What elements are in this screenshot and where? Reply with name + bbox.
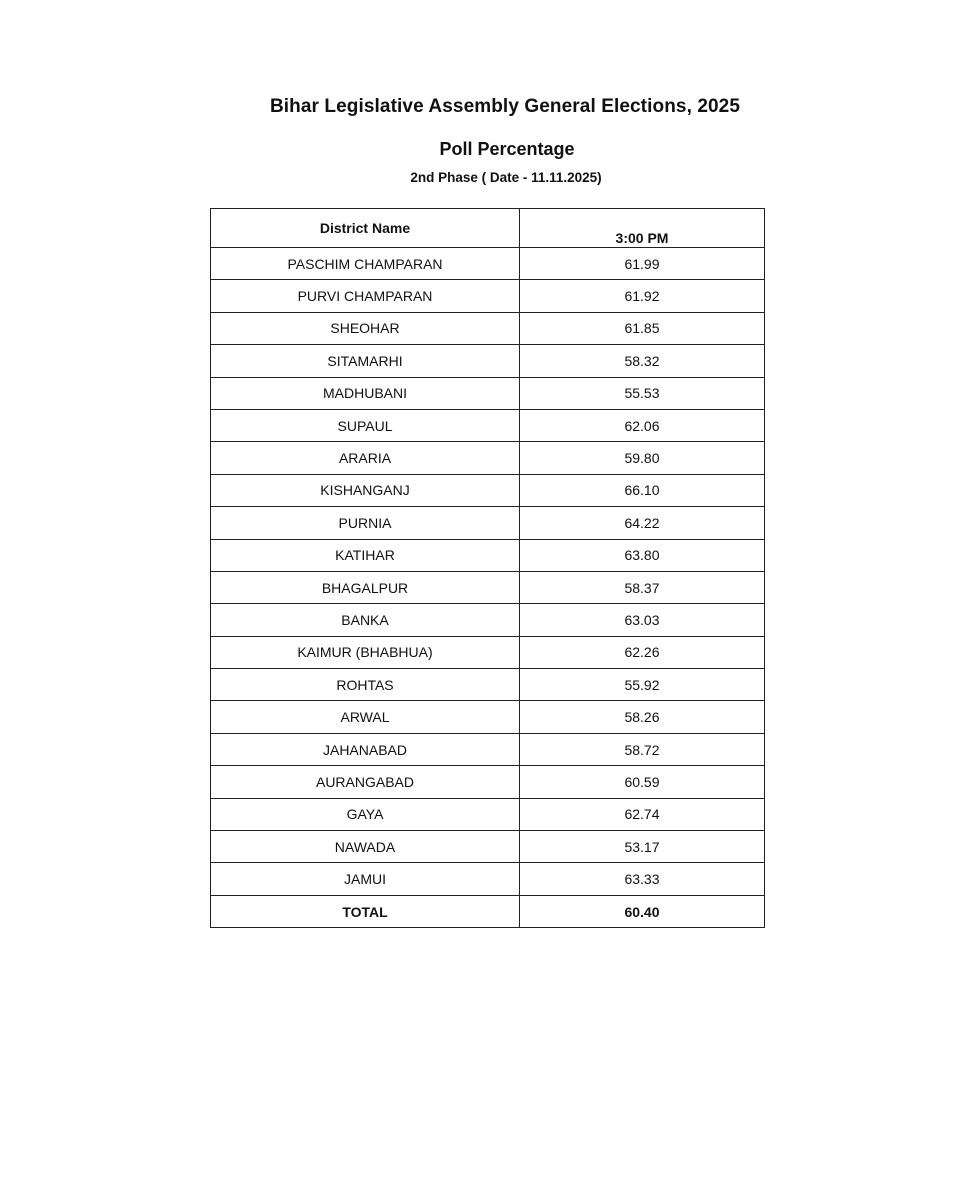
table-row bbox=[211, 442, 765, 474]
table-row bbox=[211, 798, 765, 830]
district-name-cell: MADHUBANI bbox=[211, 377, 520, 409]
poll-percentage-cell: 63.03 bbox=[520, 604, 765, 636]
district-name-cell: JAHANABAD bbox=[211, 733, 520, 765]
poll-percentage-cell: 60.59 bbox=[520, 766, 765, 798]
poll-percentage-cell: 64.22 bbox=[520, 507, 765, 539]
table-row bbox=[211, 701, 765, 733]
table-row bbox=[211, 863, 765, 895]
table-row bbox=[211, 831, 765, 863]
poll-percentage-cell: 58.26 bbox=[520, 701, 765, 733]
table-row bbox=[211, 604, 765, 636]
district-name-cell: PURNIA bbox=[211, 507, 520, 539]
poll-percentage-cell: 62.06 bbox=[520, 409, 765, 441]
phase-date-line: 2nd Phase ( Date - 11.11.2025) bbox=[410, 170, 602, 185]
table-row bbox=[211, 766, 765, 798]
poll-percentage-cell: 58.72 bbox=[520, 733, 765, 765]
total-row bbox=[211, 895, 765, 927]
district-name-cell: KATIHAR bbox=[211, 539, 520, 571]
district-name-cell: SITAMARHI bbox=[211, 345, 520, 377]
district-name-cell: ROHTAS bbox=[211, 669, 520, 701]
table-row bbox=[211, 345, 765, 377]
column-header-district: District Name bbox=[211, 209, 520, 248]
district-name-cell: PURVI CHAMPARAN bbox=[211, 280, 520, 312]
district-name-cell: GAYA bbox=[211, 798, 520, 830]
table-row bbox=[211, 669, 765, 701]
poll-percentage-cell: 58.32 bbox=[520, 345, 765, 377]
poll-percentage-cell: 63.80 bbox=[520, 539, 765, 571]
table-row bbox=[211, 636, 765, 668]
district-name-cell: ARARIA bbox=[211, 442, 520, 474]
total-value-cell: 60.40 bbox=[520, 895, 765, 927]
poll-percentage-cell: 62.26 bbox=[520, 636, 765, 668]
district-name-cell: BANKA bbox=[211, 604, 520, 636]
table-row bbox=[211, 474, 765, 506]
table-row bbox=[211, 409, 765, 441]
poll-percentage-cell: 55.53 bbox=[520, 377, 765, 409]
poll-percentage-cell: 58.37 bbox=[520, 571, 765, 603]
district-name-cell: AURANGABAD bbox=[211, 766, 520, 798]
poll-percentage-cell: 59.80 bbox=[520, 442, 765, 474]
poll-percentage-cell: 55.92 bbox=[520, 669, 765, 701]
district-name-cell: SHEOHAR bbox=[211, 312, 520, 344]
poll-percentage-cell: 53.17 bbox=[520, 831, 765, 863]
table-row bbox=[211, 733, 765, 765]
poll-percentage-cell: 61.92 bbox=[520, 280, 765, 312]
district-name-cell: BHAGALPUR bbox=[211, 571, 520, 603]
column-header-time: 3:00 PM bbox=[520, 209, 765, 248]
district-name-cell: NAWADA bbox=[211, 831, 520, 863]
district-name-cell: KISHANGANJ bbox=[211, 474, 520, 506]
district-name-cell: JAMUI bbox=[211, 863, 520, 895]
table-row bbox=[211, 507, 765, 539]
table-row bbox=[211, 312, 765, 344]
district-name-cell: KAIMUR (BHABHUA) bbox=[211, 636, 520, 668]
document-subtitle: Poll Percentage bbox=[439, 139, 575, 159]
district-name-cell: PASCHIM CHAMPARAN bbox=[211, 248, 520, 280]
poll-percentage-cell: 63.33 bbox=[520, 863, 765, 895]
table-header-row bbox=[211, 209, 765, 248]
poll-percentage-cell: 66.10 bbox=[520, 474, 765, 506]
poll-percentage-cell: 61.99 bbox=[520, 248, 765, 280]
table-row bbox=[211, 377, 765, 409]
document-title: Bihar Legislative Assembly General Elections, 2025 bbox=[269, 96, 740, 117]
table-body bbox=[211, 248, 765, 928]
table-row bbox=[211, 280, 765, 312]
total-label-cell: TOTAL bbox=[211, 895, 520, 927]
poll-percentage-cell: 62.74 bbox=[520, 798, 765, 830]
table-row bbox=[211, 539, 765, 571]
table-row bbox=[211, 571, 765, 603]
table-row bbox=[211, 248, 765, 280]
district-name-cell: SUPAUL bbox=[211, 409, 520, 441]
poll-percentage-table bbox=[210, 208, 765, 928]
district-name-cell: ARWAL bbox=[211, 701, 520, 733]
poll-percentage-cell: 61.85 bbox=[520, 312, 765, 344]
